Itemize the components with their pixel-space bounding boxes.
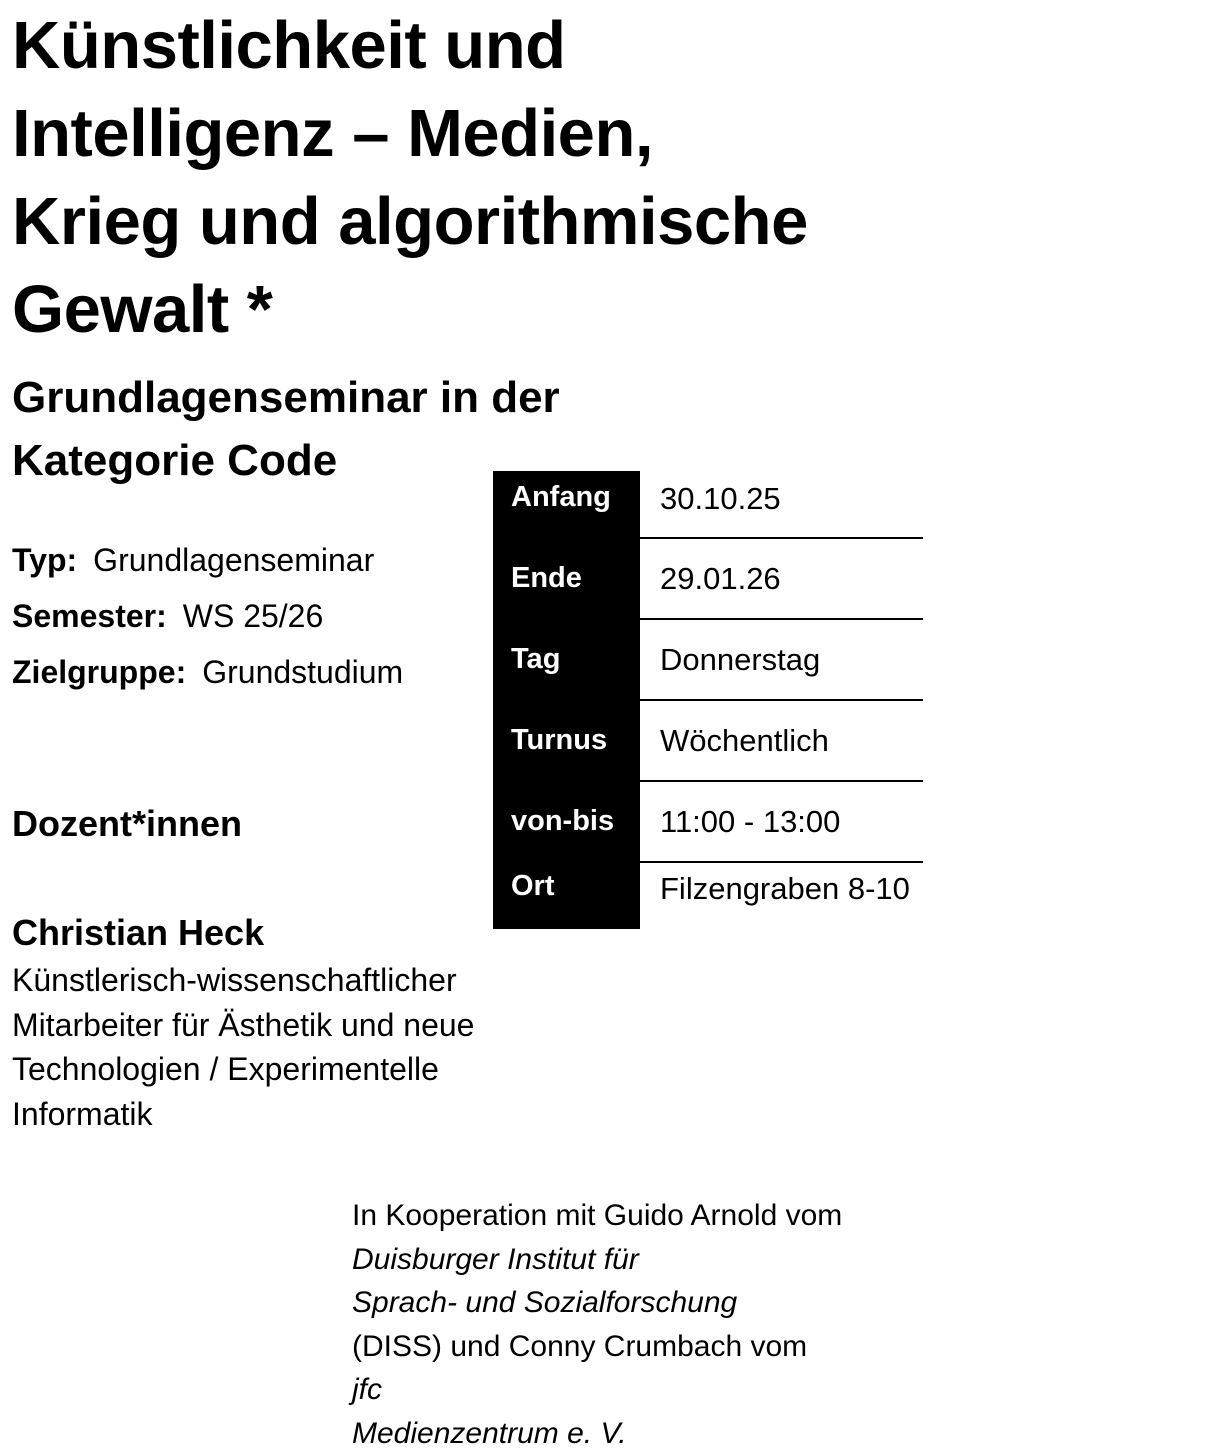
schedule-start-label: Anfang [493, 471, 640, 538]
cooperation-text: In Kooperation mit Guido Arnold vom [352, 1194, 1224, 1238]
course-subtitle [12, 366, 560, 492]
lecturer-role [12, 958, 572, 1136]
meta-audience-value: Grundstudium [202, 654, 403, 690]
schedule-row-start [493, 471, 923, 538]
course-title-line: Künstlichkeit und [12, 2, 1012, 90]
cooperation-line [352, 1412, 1224, 1455]
schedule-location-value: Filzengraben 8-10 [640, 862, 923, 929]
meta-semester [12, 588, 403, 644]
course-title [12, 2, 1012, 354]
schedule-frequency-label: Turnus [493, 700, 640, 781]
schedule-table [493, 471, 923, 929]
cooperation-institute: Duisburger Institut für [352, 1243, 639, 1276]
course-title-line: Gewalt * [12, 266, 1012, 354]
schedule-row-location [493, 862, 923, 929]
schedule-location-label: Ort [493, 862, 640, 929]
schedule-start-value: 30.10.25 [640, 471, 923, 538]
meta-audience [12, 644, 403, 700]
schedule-day-label: Tag [493, 619, 640, 700]
schedule-row-time [493, 781, 923, 862]
cooperation-partner: jfc [352, 1373, 382, 1406]
cooperation-institute-cont: Sprach- und Sozialforschung [352, 1286, 737, 1319]
schedule-row-end [493, 538, 923, 619]
course-title-line: Krieg und algorithmische [12, 178, 1012, 266]
cooperation-note [352, 1194, 1224, 1455]
course-subtitle-line: Kategorie Code [12, 429, 560, 492]
meta-type-value: Grundlagenseminar [93, 542, 374, 578]
schedule-end-value: 29.01.26 [640, 538, 923, 619]
schedule-time-value: 11:00 - 13:00 [640, 781, 923, 862]
meta-type [12, 532, 403, 588]
meta-semester-value: WS 25/26 [183, 598, 324, 634]
schedule-row-frequency [493, 700, 923, 781]
meta-type-label: Typ: [12, 542, 77, 578]
lecturer-role-line: Technologien / Experimentelle [12, 1047, 572, 1092]
course-meta [12, 532, 403, 700]
course-title-line: Intelligenz – Medien, [12, 90, 1012, 178]
lecturer-name: Christian Heck [12, 910, 264, 956]
schedule-end-label: Ende [493, 538, 640, 619]
meta-semester-label: Semester: [12, 598, 167, 634]
lecturer-role-line: Mitarbeiter für Ästhetik und neue [12, 1003, 572, 1048]
lecturer-role-line: Informatik [12, 1092, 572, 1137]
schedule-time-label: von-bis [493, 781, 640, 862]
cooperation-line [352, 1194, 1224, 1281]
cooperation-partner-cont: Medienzentrum e. V. [352, 1417, 627, 1450]
lecturer-role-line: Künstlerisch-wissenschaftlicher [12, 958, 572, 1003]
lecturers-heading: Dozent*innen [12, 800, 242, 848]
schedule-frequency-value: Wöchentlich [640, 700, 923, 781]
schedule-day-value: Donnerstag [640, 619, 923, 700]
cooperation-text: (DISS) und Conny Crumbach vom [352, 1325, 1224, 1369]
schedule-row-day [493, 619, 923, 700]
course-subtitle-line: Grundlagenseminar in der [12, 366, 560, 429]
cooperation-line [352, 1281, 1224, 1412]
meta-audience-label: Zielgruppe: [12, 654, 186, 690]
